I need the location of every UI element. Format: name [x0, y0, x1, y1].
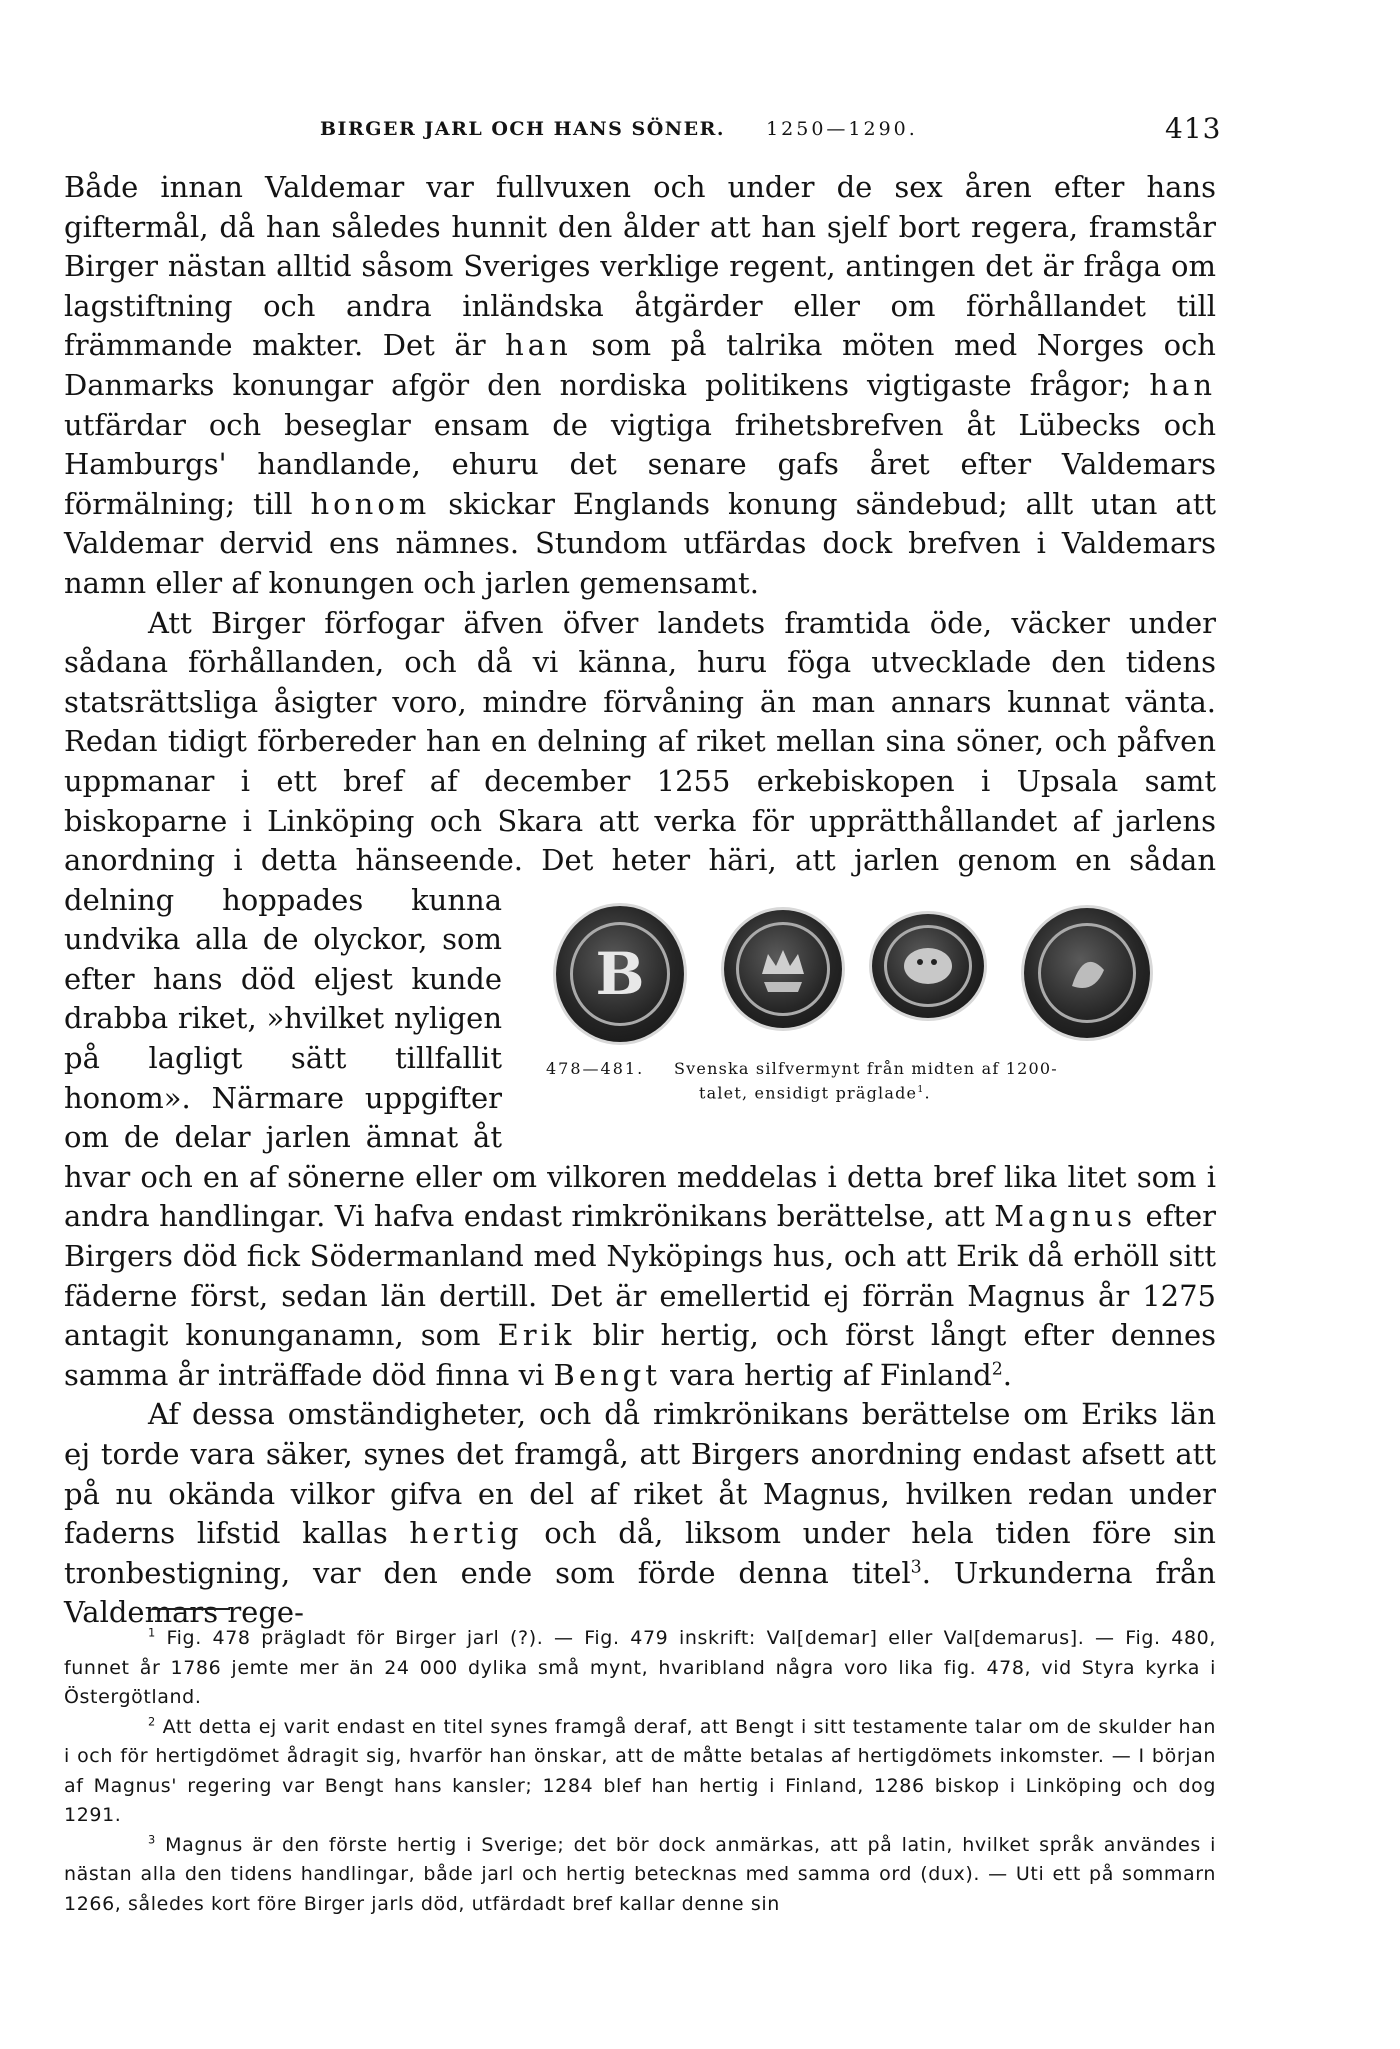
- coin-479-image: [724, 910, 842, 1028]
- caption-text: Svenska silfvermynt från midten af 1200-: [674, 1059, 1058, 1078]
- emphasis-hertig: hertig: [409, 1516, 523, 1551]
- lion-head-icon: [872, 914, 984, 1018]
- footnote-1: [64, 1624, 1216, 1713]
- text-run: och då, liksom under hela tiden före sin tronbestigning, var den ende som förde denna titel: [64, 1516, 1216, 1590]
- running-years: 1250—1290.: [766, 118, 918, 140]
- page-header: [320, 112, 1222, 145]
- paragraph-3: [64, 1395, 1216, 1633]
- footnote-text: Fig. 478 prägladt för Birger jarl (?). — Fig. 479 inskrift: Val[demar] eller Val[demarus]. — Fig. 480, funnet år 1786 jemte mer än 24 000 dylika små mynt, hvaribland några voro lika fig. 478, vid Styra kyrka i Östergötland.: [64, 1627, 1217, 1708]
- emphasis-han: han: [505, 328, 572, 363]
- running-title: BIRGER JARL OCH HANS SÖNER.: [320, 118, 726, 140]
- footnote-text: Att detta ej varit endast en titel synes framgå deraf, att Bengt i sitt testamente talar om de skulder han i och för hertigdömet ådragit sig, hvarför han önskar, att de måtte betalas af hertigdömets inkomster. — I början af Magnus' regering var Bengt hans kansler; 1284 blef han hertig i Finland, 1286 biskop i Linköping och dog 1291.: [64, 1715, 1216, 1826]
- coin-481-image: [1024, 908, 1150, 1038]
- footnote-ref: 2: [991, 1359, 1003, 1380]
- emphasis-han: han: [1149, 367, 1217, 402]
- emphasis-bengt: Bengt: [553, 1357, 661, 1392]
- footnote-2: [64, 1713, 1216, 1831]
- caption-text: talet, ensidigt präglade: [699, 1083, 918, 1103]
- footnote-text: Magnus är den förste hertig i Sverige; det bör dock anmärkas, att på latin, hvilket språk användes i nästan alla den tidens handlingar, både jarl och hertig betecknas med samma ord (dux). — Uti ett på sommarn 1266, således kort före Birger jarls död, utfärdadt bref kallar denne sin: [64, 1833, 1216, 1915]
- figure-numbers: 478—481.: [546, 1059, 645, 1078]
- footnote-ref: 3: [910, 1557, 922, 1578]
- page-number: 413: [1165, 112, 1222, 145]
- footnote-rule: [152, 1608, 230, 1610]
- caption-line-2: [546, 1079, 1226, 1103]
- footnote-3: [64, 1831, 1216, 1920]
- coin-480-image: [872, 914, 984, 1018]
- text-run: som på talrika möten med Norges och Danmarks konungar afgör den nordiska politikens vigtigaste frågor;: [64, 328, 1216, 402]
- emphasis-magnus: Magnus: [994, 1199, 1136, 1234]
- text-run: Af dessa omständigheter, och då rimkrönikans berättelse om Eriks län ej torde vara säker, synes det framgå, att Birgers anordning endast afsett att på nu okända vilkor gifva en del af riket åt Magnus, hvilken redan under faderns lifstid kallas: [64, 1397, 1216, 1551]
- figure-caption: [546, 1058, 1226, 1103]
- text-run: Att Birger förfogar äfven öfver landets framtida öde, väcker under sådana förhållanden, och då vi känna, huru föga utvecklade den tidens statsrättsliga åsigter voro, mindre förvåning än man annars kunnat vänta. Redan tidigt förbereder han en delning af riket mellan sina söner, och påfven uppmanar i ett bref af december 1255 erkebiskopen i Upsala samt biskoparne i Linköping och Skara att verka för upprätthållandet af jarlens anordning i detta hänseende. Det heter häri, att jarlen genom en sådan delning hoppades kunna undvika alla de olyckor, som efter hans död eljest kunde drabba riket, »hvilket nyligen på lagligt sätt tillfallit honom». Närmare uppgifter om de delar jarlen ämnat åt hvar och en af sönerne eller om vilkoren meddelas i detta bref lika litet som i andra handlingar. Vi hafva endast rimkrönikans berättelse, att: [64, 605, 1216, 1234]
- footnote-mark: 1: [148, 1625, 156, 1640]
- footnote-mark: 3: [148, 1832, 156, 1847]
- text-run: blir hertig, och först långt efter dennes samma år inträffade död finna vi: [64, 1318, 1217, 1392]
- text-run: .: [1002, 1357, 1012, 1392]
- main-text: [64, 168, 1216, 1633]
- crown-icon: [724, 910, 842, 1028]
- paragraph-1: [64, 168, 1216, 604]
- emphasis-erik: Erik: [497, 1318, 576, 1353]
- caption-text: .: [924, 1083, 931, 1103]
- text-run: efter Birgers död fick Södermanland med Nyköpings hus, och att Erik då erhöll sitt fäderne först, sedan län dertill. Det är emellertid ej förrän Magnus år 1275 antagit konunganamn, som: [64, 1199, 1217, 1353]
- coin-emblem-icon: [1024, 908, 1150, 1038]
- coin-letter: B: [595, 940, 645, 1008]
- text-run: utfärdar och beseglar ensam de vigtiga frihetsbrefven åt Lübecks och Hamburgs' handlande, ehuru det senare gafs året efter Valdemars förmälning; till: [64, 407, 1216, 521]
- footnotes: [64, 1624, 1216, 1919]
- footnote-mark: 2: [148, 1714, 156, 1729]
- emphasis-honom: honom: [310, 486, 431, 521]
- text-run: Både innan Valdemar var fullvuxen och under de sex åren efter hans giftermål, då han således hunnit den ålder att han sjelf bort regera, framstår Birger nästan alltid såsom Sveriges verklige regent, antingen det är fråga om lagstiftning och andra inländska åtgärder eller om förhållandet till främmande makter. Det är: [64, 170, 1216, 363]
- coin-figure: [546, 906, 1226, 1111]
- coin-478-image: [556, 906, 684, 1042]
- footnote-ref: 1: [917, 1084, 925, 1095]
- text-run: skickar Englands konung sändebud; allt utan att Valdemar dervid ens nämnes. Stundom utfärdas dock brefven i Valdemars namn eller af konungen och jarlen gemensamt.: [64, 486, 1217, 600]
- text-run: vara hertig af Finland: [670, 1357, 992, 1392]
- text-run: . Urkunderna från Valdemars rege-: [64, 1555, 1216, 1630]
